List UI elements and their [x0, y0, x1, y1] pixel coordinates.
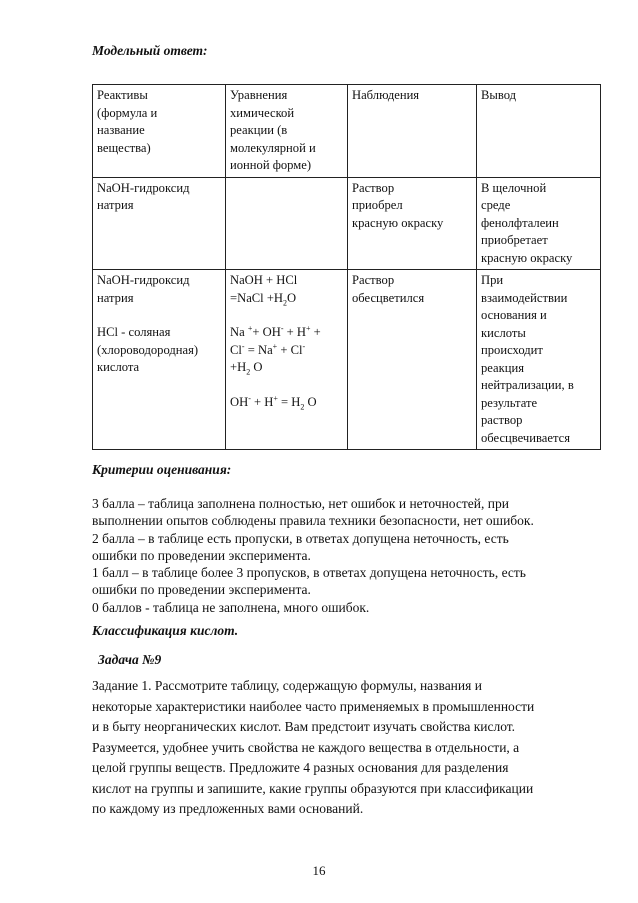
short-ionic-equation: $OH^- + H^+ = H_2$ O — [230, 393, 317, 411]
page-number: 16 — [312, 863, 326, 878]
header-cell-observations: Наблюдения — [348, 85, 477, 178]
criteria-heading: Критерии оценивания: — [92, 462, 232, 477]
ionic-equation-line3: $+H_2$ O — [230, 360, 263, 377]
criteria-text: 3 балла – таблица заполнена полностью, нет ошибок и неточностей, при выполнении опытов соблюдены правила техники безопасности, нет ошибок. 2 балла – в таблице есть пропуски, в ответах допущена неточность, есть ошибки по проведении эксперимента. 1 балл – в таблице более 3 пропусков, в ответах допущена неточность, есть ошибки по проведении эксперимента. 0 баллов - таблица не заполнена, много ошибок. — [92, 496, 534, 615]
header-cell-equations: Уравнения химической реакции (в молекулярной и ионной форме) — [226, 85, 348, 178]
row1-reagents: NaOH-гидроксид натрия — [93, 177, 226, 270]
header-cell-reagents: Реактивы (формула и название вещества) — [93, 85, 226, 178]
ionic-equation-line1: Na ++ OH- + H+ + — [230, 324, 321, 339]
row2-conclusion: При взаимодействии основания и кислоты происходит реакция нейтрализации, в результате раствор обесцвечивается — [477, 270, 601, 450]
row2-reagents: NaOH-гидроксид натрия HCl - соляная (хлороводородная) кислота — [93, 270, 226, 450]
table-row — [93, 177, 601, 270]
row2-equation — [226, 270, 348, 450]
ionic-equation-line2: Cl- = Na+ + Cl- — [230, 341, 306, 357]
row1-observation: Раствор приобрел красную окраску — [348, 177, 477, 270]
molecular-equation-line1: NaOH + HCl — [230, 273, 298, 287]
task-heading: Задача №9 — [98, 652, 162, 667]
header-cell-conclusion: Вывод — [477, 85, 601, 178]
row1-equation — [226, 177, 348, 270]
model-answer-heading: Модельный ответ: — [92, 43, 208, 58]
task-text: Задание 1. Рассмотрите таблицу, содержащую формулы, названия и некоторые характеристики наиболее часто применяемых в промышленности и в быту неорганических кислот. Вам предстоит изучать свойства кислот. Разумеется, удобнее учить свойства не каждого вещества в отдельности, а целой группы веществ. Предложите 4 разных основания для разделения кислот на группы и запишите, какие группы образуются при классификации по каждому из предложенных вами оснований. — [92, 678, 535, 816]
row1-conclusion: В щелочной среде фенолфталеин приобретает красную окраску — [477, 177, 601, 270]
row2-observation: Раствор обесцветился — [348, 270, 477, 450]
table-header-row — [93, 85, 601, 178]
molecular-equation-line2: =NaCl $+H_2O$ — [230, 290, 297, 307]
classification-heading: Классификация кислот. — [92, 623, 239, 638]
table-row — [93, 270, 601, 450]
results-table — [92, 84, 601, 450]
